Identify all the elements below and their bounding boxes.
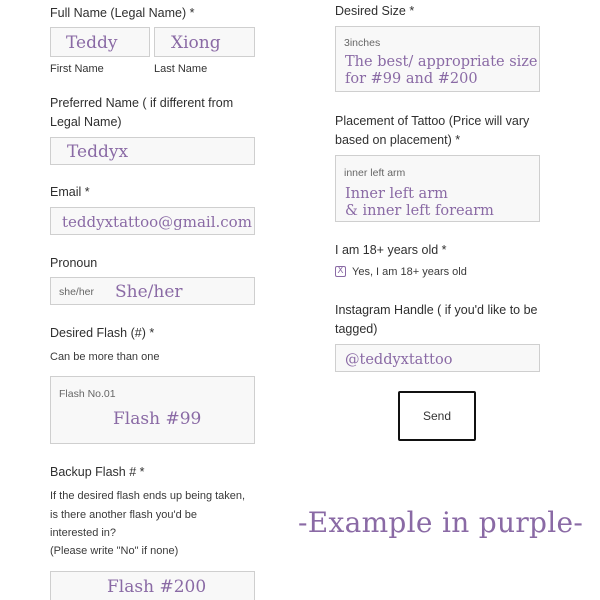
desired-flash-help: Can be more than one xyxy=(50,351,160,363)
desired-size-value-1: The best/ appropriate size xyxy=(345,54,538,70)
preferred-name-label-1: Preferred Name ( if different from xyxy=(50,96,234,110)
instagram-label-2: tagged) xyxy=(335,322,378,336)
age-checkbox[interactable]: X xyxy=(335,266,346,277)
send-button[interactable]: Send xyxy=(398,391,476,441)
first-name-sublabel: First Name xyxy=(50,63,104,75)
backup-flash-help-2: is there another flash you'd be xyxy=(50,509,198,521)
placement-label-2: based on placement) * xyxy=(335,133,461,147)
pronoun-label: Pronoun xyxy=(50,256,98,270)
placement-placeholder: inner left arm xyxy=(344,167,406,179)
desired-flash-placeholder: Flash No.01 xyxy=(59,388,116,400)
instagram-value: @teddyxtattoo xyxy=(345,352,453,368)
desired-size-field[interactable] xyxy=(335,26,540,92)
backup-flash-label: Backup Flash # * xyxy=(50,465,145,479)
pronoun-field[interactable] xyxy=(50,277,255,305)
desired-size-placeholder: 3inches xyxy=(344,37,381,49)
placement-label-1: Placement of Tattoo (Price will vary xyxy=(335,114,530,128)
preferred-name-value: Teddyx xyxy=(67,142,129,162)
first-name-value: Teddy xyxy=(66,33,118,53)
age-checkbox-label: Yes, I am 18+ years old xyxy=(352,266,467,278)
preferred-name-field[interactable] xyxy=(50,137,255,165)
desired-size-value-2: for #99 and #200 xyxy=(345,71,478,87)
email-label: Email * xyxy=(50,185,90,199)
email-value: teddyxtattoo@gmail.com xyxy=(62,213,252,231)
backup-flash-field[interactable] xyxy=(50,571,255,600)
email-field[interactable] xyxy=(50,207,255,235)
desired-size-label: Desired Size * xyxy=(335,4,415,18)
last-name-value: Xiong xyxy=(171,33,221,53)
last-name-sublabel: Last Name xyxy=(154,63,208,75)
backup-flash-help-3: interested in? xyxy=(50,527,117,539)
full-name-label: Full Name (Legal Name) * xyxy=(50,6,195,20)
backup-flash-help-4: (Please write "No" if none) xyxy=(50,545,179,557)
first-name-field[interactable] xyxy=(50,27,150,57)
backup-flash-value: Flash #200 xyxy=(107,577,207,597)
placement-value-2: & inner left forearm xyxy=(345,203,494,219)
preferred-name-label-2: Legal Name) xyxy=(50,115,122,129)
pronoun-placeholder: she/her xyxy=(59,286,95,298)
instagram-field[interactable] xyxy=(335,344,540,372)
age-label: I am 18+ years old * xyxy=(335,243,447,257)
desired-flash-label: Desired Flash (#) * xyxy=(50,326,155,340)
placement-value-1: Inner left arm xyxy=(345,186,448,202)
pronoun-value: She/her xyxy=(115,282,183,302)
desired-flash-value: Flash #99 xyxy=(113,409,202,429)
last-name-field[interactable] xyxy=(154,27,255,57)
instagram-label-1: Instagram Handle ( if you'd like to be xyxy=(335,303,538,317)
desired-flash-field[interactable] xyxy=(50,376,255,444)
backup-flash-help-1: If the desired flash ends up being taken, xyxy=(50,490,246,502)
placement-field[interactable] xyxy=(335,155,540,222)
example-annotation: -Example in purple- xyxy=(298,506,584,539)
